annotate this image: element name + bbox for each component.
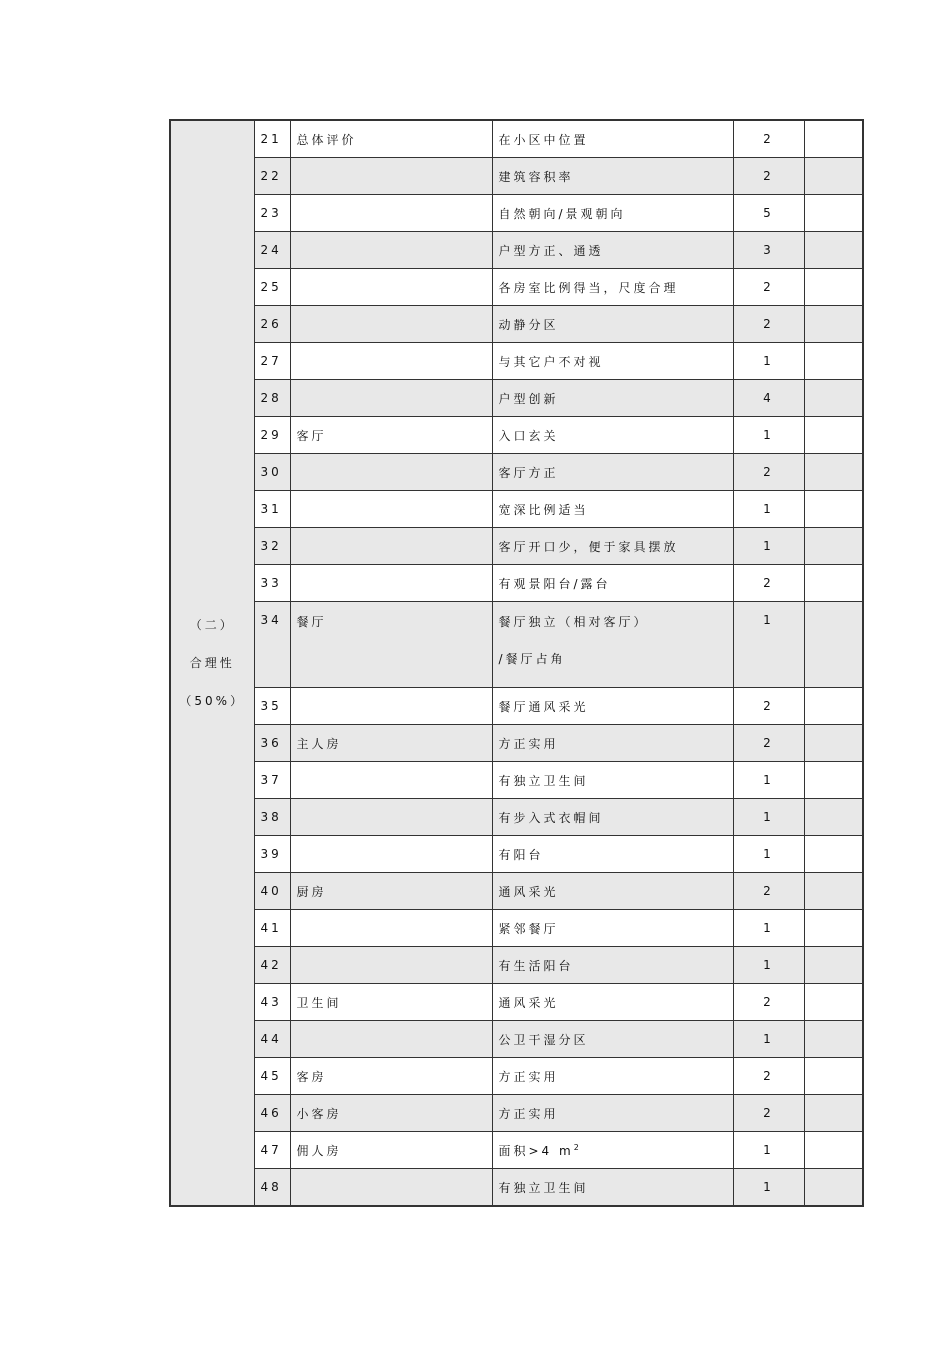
criterion-cell: [492, 1021, 733, 1058]
criterion-cell: [492, 417, 733, 454]
table-row: [170, 195, 863, 232]
score-cell: 2: [733, 873, 804, 910]
row-number-cell: 30: [254, 454, 290, 491]
criterion-text-line2: /餐厅占角: [498, 652, 566, 666]
row-number-cell: 35: [254, 688, 290, 725]
blank-score-cell: [804, 1132, 863, 1169]
criterion-text: 有观景阳台/露台: [498, 576, 611, 591]
blank-score-cell: [804, 454, 863, 491]
blank-score-cell: [804, 306, 863, 343]
score-cell: 2: [733, 269, 804, 306]
blank-score-cell: [804, 762, 863, 799]
criterion-cell: [492, 910, 733, 947]
criterion-cell: [492, 602, 733, 688]
criterion-cell: [492, 984, 733, 1021]
criterion-cell: [492, 1058, 733, 1095]
score-cell: 1: [733, 1021, 804, 1058]
row-number-cell: 34: [254, 602, 290, 688]
row-number-cell: 29: [254, 417, 290, 454]
category-line2: 合理性: [189, 656, 235, 670]
criterion-superscript: 2: [573, 1142, 579, 1152]
criterion-text: 方正实用: [498, 736, 559, 751]
table-row: [170, 120, 863, 158]
blank-score-cell: [804, 947, 863, 984]
category-line1: （二）: [189, 618, 235, 632]
table-row: [170, 232, 863, 269]
criterion-cell: [492, 725, 733, 762]
criterion-text: 有生活阳台: [498, 958, 574, 973]
table-row: [170, 417, 863, 454]
evaluation-table: [169, 119, 864, 1207]
table-row: [170, 873, 863, 910]
item-cell: [290, 306, 492, 343]
criterion-text: 面积>4 m: [498, 1143, 574, 1158]
score-cell: 2: [733, 454, 804, 491]
row-number-cell: 33: [254, 565, 290, 602]
row-number-cell: 38: [254, 799, 290, 836]
blank-score-cell: [804, 725, 863, 762]
item-cell: [290, 688, 492, 725]
blank-score-cell: [804, 158, 863, 195]
score-cell: 2: [733, 565, 804, 602]
score-cell: 1: [733, 343, 804, 380]
criterion-text: 在小区中位置: [498, 132, 589, 147]
item-cell: 佣人房: [290, 1132, 492, 1169]
table-row: [170, 836, 863, 873]
evaluation-table-sheet: [169, 119, 862, 1207]
row-number-cell: 24: [254, 232, 290, 269]
row-number-cell: 47: [254, 1132, 290, 1169]
score-cell: 3: [733, 232, 804, 269]
score-cell: 1: [733, 836, 804, 873]
item-cell: 卫生间: [290, 984, 492, 1021]
criterion-text: 有阳台: [498, 847, 544, 862]
blank-score-cell: [804, 1095, 863, 1132]
table-row: [170, 799, 863, 836]
table-row: [170, 1058, 863, 1095]
score-cell: 1: [733, 1169, 804, 1207]
score-cell: 2: [733, 1058, 804, 1095]
row-number-cell: 42: [254, 947, 290, 984]
criterion-cell: [492, 1132, 733, 1169]
table-row: [170, 454, 863, 491]
item-cell: 总体评价: [290, 120, 492, 158]
criterion-text: 有独立卫生间: [498, 1180, 589, 1195]
item-cell: [290, 195, 492, 232]
blank-score-cell: [804, 195, 863, 232]
criterion-cell: [492, 158, 733, 195]
item-cell: [290, 380, 492, 417]
criterion-text: 有独立卫生间: [498, 773, 589, 788]
row-number-cell: 45: [254, 1058, 290, 1095]
criterion-cell: [492, 195, 733, 232]
score-cell: 1: [733, 762, 804, 799]
criterion-cell: [492, 836, 733, 873]
item-cell: [290, 565, 492, 602]
score-cell: 2: [733, 1095, 804, 1132]
criterion-text: 通风采光: [498, 884, 559, 899]
item-cell: [290, 158, 492, 195]
criterion-cell: [492, 762, 733, 799]
item-cell: [290, 528, 492, 565]
criterion-text: 各房室比例得当，尺度合理: [498, 280, 679, 295]
score-cell: 2: [733, 120, 804, 158]
table-row: [170, 910, 863, 947]
score-cell: 2: [733, 984, 804, 1021]
criterion-text: 入口玄关: [498, 428, 559, 443]
criterion-text: 通风采光: [498, 995, 559, 1010]
criterion-cell: [492, 1095, 733, 1132]
table-row: [170, 528, 863, 565]
row-number-cell: 26: [254, 306, 290, 343]
row-number-cell: 22: [254, 158, 290, 195]
blank-score-cell: [804, 1058, 863, 1095]
criterion-text: 自然朝向/景观朝向: [498, 206, 626, 221]
criterion-text: 宽深比例适当: [498, 502, 589, 517]
category-cell: [170, 120, 254, 1206]
criterion-cell: [492, 799, 733, 836]
blank-score-cell: [804, 232, 863, 269]
item-cell: [290, 232, 492, 269]
item-cell: [290, 762, 492, 799]
row-number-cell: 31: [254, 491, 290, 528]
criterion-cell: [492, 528, 733, 565]
criterion-text: 动静分区: [498, 317, 559, 332]
table-row: [170, 306, 863, 343]
table-row: [170, 725, 863, 762]
criterion-cell: [492, 491, 733, 528]
row-number-cell: 36: [254, 725, 290, 762]
score-cell: 1: [733, 799, 804, 836]
score-cell: 2: [733, 688, 804, 725]
blank-score-cell: [804, 343, 863, 380]
blank-score-cell: [804, 491, 863, 528]
criterion-text: 方正实用: [498, 1106, 559, 1121]
blank-score-cell: [804, 1169, 863, 1207]
table-row: [170, 158, 863, 195]
blank-score-cell: [804, 528, 863, 565]
blank-score-cell: [804, 1021, 863, 1058]
table-row: [170, 984, 863, 1021]
criterion-cell: [492, 269, 733, 306]
table-row: [170, 565, 863, 602]
item-cell: [290, 1021, 492, 1058]
criterion-text: 户型创新: [498, 391, 559, 406]
table-row: [170, 602, 863, 688]
category-line3: （50%）: [179, 694, 246, 708]
row-number-cell: 27: [254, 343, 290, 380]
blank-score-cell: [804, 120, 863, 158]
item-cell: [290, 947, 492, 984]
criterion-text: 公卫干湿分区: [498, 1032, 589, 1047]
row-number-cell: 21: [254, 120, 290, 158]
table-row: [170, 1132, 863, 1169]
item-cell: 主人房: [290, 725, 492, 762]
blank-score-cell: [804, 836, 863, 873]
score-cell: 1: [733, 947, 804, 984]
criterion-cell: [492, 120, 733, 158]
table-row: [170, 947, 863, 984]
item-cell: [290, 491, 492, 528]
row-number-cell: 25: [254, 269, 290, 306]
blank-score-cell: [804, 380, 863, 417]
row-number-cell: 43: [254, 984, 290, 1021]
score-cell: 1: [733, 528, 804, 565]
table-row: [170, 688, 863, 725]
item-cell: 厨房: [290, 873, 492, 910]
criterion-text: 方正实用: [498, 1069, 559, 1084]
score-cell: 2: [733, 725, 804, 762]
blank-score-cell: [804, 417, 863, 454]
criterion-text: 建筑容积率: [498, 169, 574, 184]
blank-score-cell: [804, 799, 863, 836]
criterion-text: 客厅方正: [498, 465, 559, 480]
criterion-text: 客厅开口少，便于家具摆放: [498, 539, 679, 554]
score-cell: 2: [733, 306, 804, 343]
table-row: [170, 762, 863, 799]
table-row: [170, 343, 863, 380]
item-cell: [290, 1169, 492, 1207]
blank-score-cell: [804, 688, 863, 725]
score-cell: 1: [733, 910, 804, 947]
item-cell: [290, 836, 492, 873]
criterion-text: 户型方正、通透: [498, 243, 604, 258]
score-cell: 1: [733, 602, 804, 688]
blank-score-cell: [804, 565, 863, 602]
table-row: [170, 1169, 863, 1207]
criterion-cell: [492, 873, 733, 910]
row-number-cell: 46: [254, 1095, 290, 1132]
criterion-text: 餐厅独立（相对客厅）: [498, 615, 649, 629]
row-number-cell: 40: [254, 873, 290, 910]
table-row: [170, 380, 863, 417]
criterion-cell: [492, 232, 733, 269]
row-number-cell: 39: [254, 836, 290, 873]
criterion-text: 紧邻餐厅: [498, 921, 559, 936]
criterion-text: 有步入式衣帽间: [498, 810, 604, 825]
score-cell: 1: [733, 491, 804, 528]
row-number-cell: 48: [254, 1169, 290, 1207]
score-cell: 1: [733, 417, 804, 454]
score-cell: 5: [733, 195, 804, 232]
item-cell: [290, 454, 492, 491]
item-cell: 餐厅: [290, 602, 492, 688]
row-number-cell: 41: [254, 910, 290, 947]
row-number-cell: 32: [254, 528, 290, 565]
item-cell: [290, 799, 492, 836]
criterion-cell: [492, 343, 733, 380]
criterion-cell: [492, 1169, 733, 1207]
item-cell: 小客房: [290, 1095, 492, 1132]
criterion-cell: [492, 454, 733, 491]
criterion-cell: [492, 565, 733, 602]
criterion-cell: [492, 947, 733, 984]
row-number-cell: 37: [254, 762, 290, 799]
blank-score-cell: [804, 602, 863, 688]
criterion-cell: [492, 380, 733, 417]
blank-score-cell: [804, 873, 863, 910]
table-body: [170, 120, 863, 1206]
blank-score-cell: [804, 269, 863, 306]
item-cell: 客厅: [290, 417, 492, 454]
criterion-text: 餐厅通风采光: [498, 699, 589, 714]
table-row: [170, 491, 863, 528]
row-number-cell: 28: [254, 380, 290, 417]
criterion-cell: [492, 688, 733, 725]
score-cell: 2: [733, 158, 804, 195]
criterion-text: 与其它户不对视: [498, 354, 604, 369]
table-row: [170, 1021, 863, 1058]
table-row: [170, 269, 863, 306]
item-cell: 客房: [290, 1058, 492, 1095]
item-cell: [290, 269, 492, 306]
item-cell: [290, 343, 492, 380]
criterion-cell: [492, 306, 733, 343]
score-cell: 4: [733, 380, 804, 417]
row-number-cell: 44: [254, 1021, 290, 1058]
row-number-cell: 23: [254, 195, 290, 232]
blank-score-cell: [804, 984, 863, 1021]
blank-score-cell: [804, 910, 863, 947]
score-cell: 1: [733, 1132, 804, 1169]
item-cell: [290, 910, 492, 947]
table-row: [170, 1095, 863, 1132]
